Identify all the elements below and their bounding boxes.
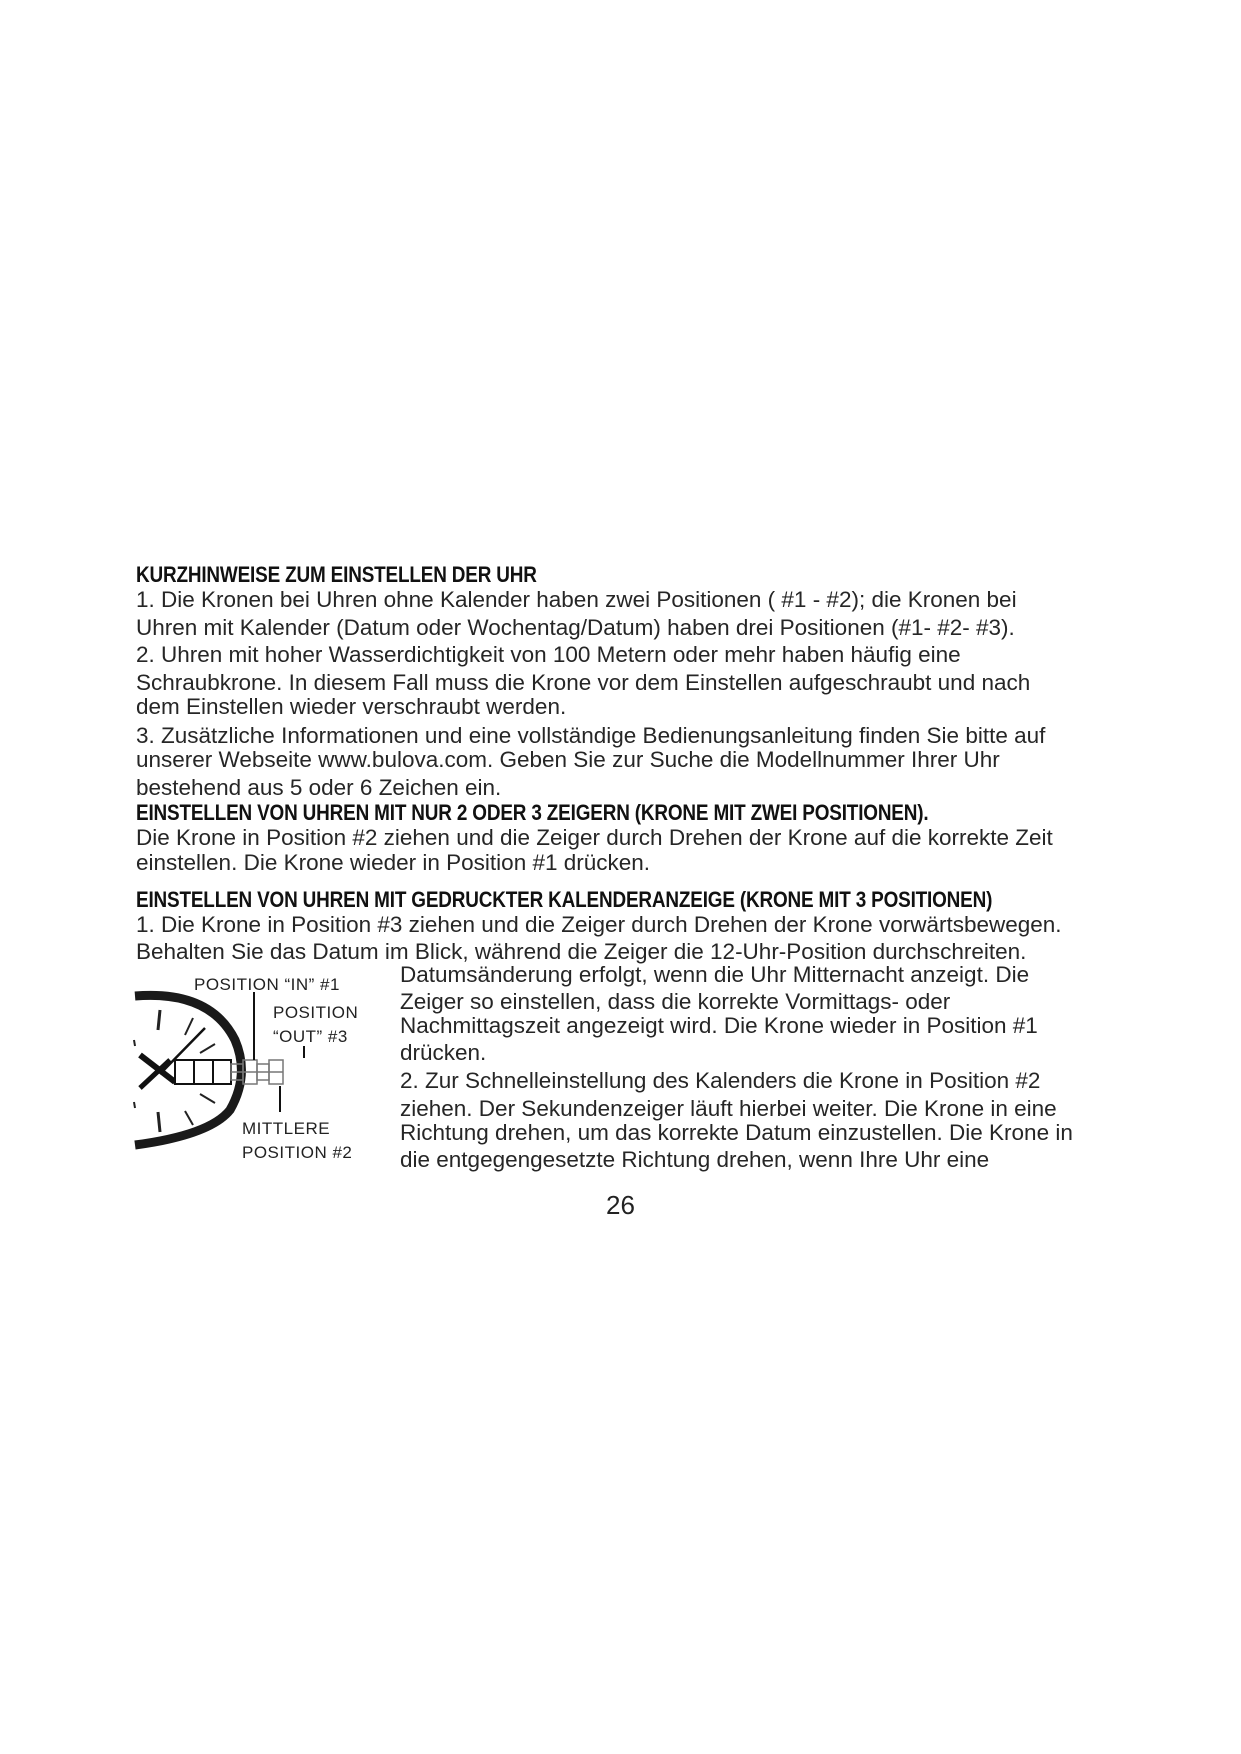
label-position-out-2: “OUT” #3 [273, 1027, 348, 1046]
text-line: unserer Webseite www.bulova.com. Geben Sie zur Suche die Modellnummer Ihrer Uhr [136, 747, 1000, 772]
text-line: Zeiger so einstellen, dass die korrekte Vormittags- oder [400, 988, 951, 1014]
crown-positions-diagram [130, 960, 380, 1180]
label-position-in: POSITION “IN” #1 [194, 975, 340, 994]
label-middle-1: MITTLERE [242, 1119, 331, 1138]
section-body [136, 588, 1126, 800]
section-body [136, 826, 1126, 875]
section-quick-tips [136, 563, 1126, 800]
section-heading: EINSTELLEN VON UHREN MIT NUR 2 ODER 3 ZEIGERN (KRONE MIT ZWEI POSITIONEN). [136, 800, 929, 825]
text-line: einstellen. Die Krone wieder in Position #1 drücken. [136, 849, 651, 875]
text-line: Datumsänderung erfolgt, wenn die Uhr Mitternacht anzeigt. Die [400, 962, 1030, 987]
section-heading: KURZHINWEISE ZUM EINSTELLEN DER UHR [136, 562, 537, 587]
text-line: 1. Die Kronen bei Uhren ohne Kalender haben zwei Positionen ( #1 - #2); die Kronen bei [136, 587, 1017, 612]
text-line: dem Einstellen wieder verschraubt werden. [136, 694, 567, 719]
text-line: drücken. [400, 1039, 487, 1065]
label-middle-2: POSITION #2 [242, 1143, 353, 1162]
text-line: Behalten Sie das Datum im Blick, während die Zeiger die 12-Uhr-Position durchschreiten. [136, 938, 1027, 964]
text-line: Schraubkrone. In diesem Fall muss die Krone vor dem Einstellen aufgeschraubt und nach [136, 669, 1031, 695]
text-line: 2. Uhren mit hoher Wasserdichtigkeit von 100 Metern oder mehr haben häufig eine [136, 642, 961, 667]
section-body [136, 913, 1126, 964]
text-line: Die Krone in Position #2 ziehen und die Zeiger durch Drehen der Krone auf die korrekte Zeit [136, 825, 1053, 850]
text-line: 3. Zusätzliche Informationen und eine vollständige Bedienungsanleitung finden Sie bitte auf [136, 722, 1046, 748]
text-line: ziehen. Der Sekundenzeiger läuft hierbei weiter. Die Krone in eine [400, 1095, 1057, 1121]
section-heading: EINSTELLEN VON UHREN MIT GEDRUCKTER KALENDERANZEIGE (KRONE MIT 3 POSITIONEN) [136, 887, 993, 912]
text-line: die entgegengesetzte Richtung drehen, wenn Ihre Uhr eine [400, 1146, 990, 1172]
label-position-out-1: POSITION [273, 1003, 359, 1022]
section-calendar-continued [400, 963, 1120, 1172]
text-line: Richtung drehen, um das korrekte Datum einzustellen. Die Krone in [400, 1120, 1073, 1145]
page-number: 26 [606, 1190, 635, 1220]
text-line: Nachmittagszeit angezeigt wird. Die Krone wieder in Position #1 [400, 1013, 1038, 1038]
section-calendar [136, 888, 1126, 964]
text-line: bestehend aus 5 oder 6 Zeichen ein. [136, 774, 502, 800]
section-two-three-hands [136, 801, 1126, 875]
text-line: 2. Zur Schnelleinstellung des Kalenders die Krone in Position #2 [400, 1068, 1041, 1093]
text-line: Uhren mit Kalender (Datum oder Wochentag/Datum) haben drei Positionen (#1- #2- #3). [136, 614, 1015, 640]
text-line: 1. Die Krone in Position #3 ziehen und die Zeiger durch Drehen der Krone vorwärtsbewegen. [136, 912, 1062, 937]
